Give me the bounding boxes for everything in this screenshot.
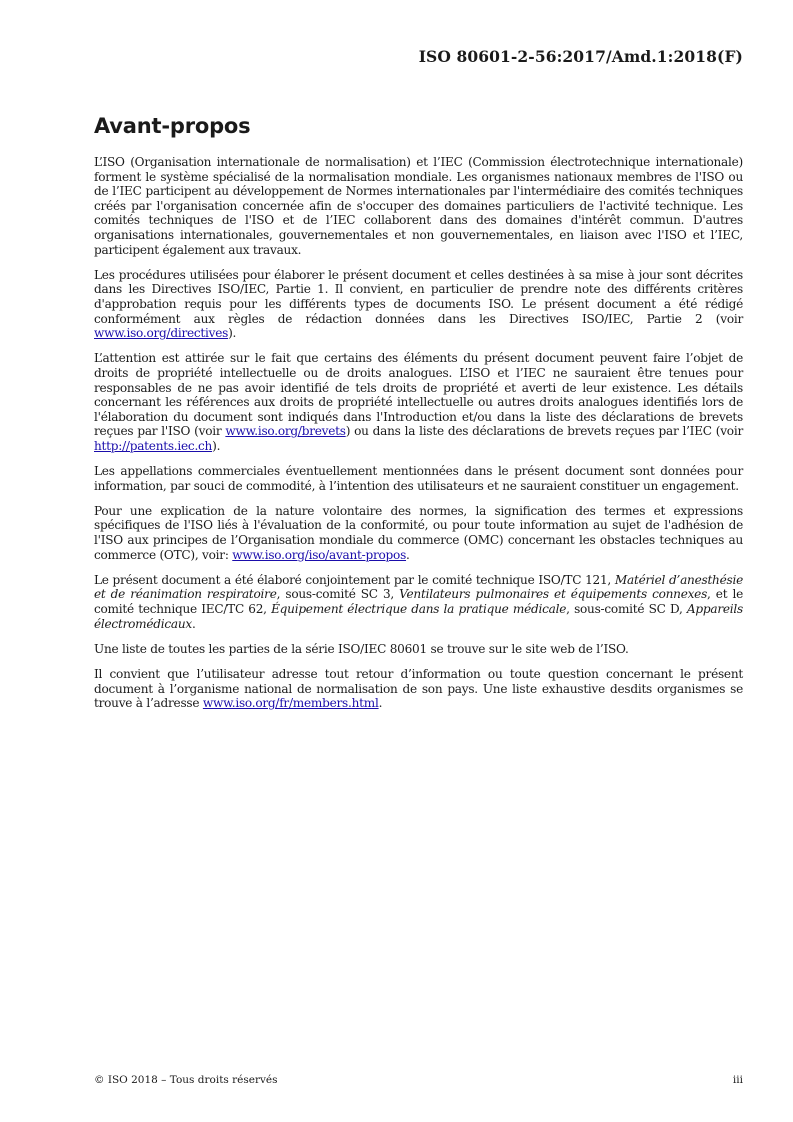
iso-patents-link[interactable]: www.iso.org/brevets (225, 424, 346, 439)
directives-link[interactable]: www.iso.org/directives (94, 326, 229, 341)
committee-name: Équipement électrique dans la pratique médicale (271, 602, 567, 616)
foreword-link[interactable]: www.iso.org/iso/avant-propos (232, 547, 407, 562)
subcommittee-name: Appareils électromédicaux (94, 602, 743, 631)
paragraph-text: Les procédures utilisées pour élaborer le présent document et celles destinées à sa mise à jour sont décrites dans les Directives ISO/IEC, Partie 1. Il convient, en particulier de prendre note des différents critères d'approbation requis pour les différents types de documents ISO. Le présent document a été rédigé conformément aux règles de rédaction données dans les Directives ISO/IEC, Partie 2 (voir (94, 267, 743, 326)
page-title: Avant-propos (94, 114, 251, 138)
committee-name: Matériel d’anesthésie et de réanimation respiratoire (94, 572, 743, 602)
paragraph-text: , sous-comité SC D, (566, 602, 687, 616)
paragraph-text: , et le comité technique IEC/TC 62, (94, 587, 743, 616)
subcommittee-name: Ventilateurs pulmonaires et équipements connexes (399, 587, 708, 602)
members-link[interactable]: www.iso.org/fr/members.html (202, 696, 379, 711)
paragraph-text: . (191, 616, 196, 631)
page-number: iii (732, 1074, 743, 1086)
paragraph-procedures (94, 268, 743, 341)
paragraph-trade-names: Les appellations commerciales éventuellement mentionnées dans le présent document sont données pour information, par souci de commodité, à l’intention des utilisateurs et ne sauraient constituer un engagement. (94, 464, 743, 493)
paragraph-voluntary-nature (94, 504, 743, 562)
paragraph-text: Le présent document a été élaboré conjointement par le comité technique ISO/TC 121, (94, 572, 615, 587)
paragraph-text: . (378, 696, 383, 711)
paragraph-feedback (94, 667, 743, 711)
iec-patents-link[interactable]: http://patents.iec.ch (94, 438, 213, 453)
paragraph-text: Pour une explication de la nature volontaire des normes, la signification des termes et expressions spécifiques de l'ISO liés à l'évaluation de la conformité, ou pour toute information au sujet de l'adhésion de l'ISO aux principes de l’Organisation mondiale du commerce (OMC) concernant les obstacles techniques au commerce (OTC), voir: (94, 503, 743, 562)
paragraph-patents (94, 351, 743, 453)
footer-copyright: © ISO 2018 – Tous droits réservés (94, 1074, 278, 1086)
paragraph-text: , sous-comité SC 3, (276, 587, 400, 602)
paragraph-committees (94, 573, 743, 631)
paragraph-series-list: Une liste de toutes les parties de la série ISO/IEC 80601 se trouve sur le site web de l’ISO. (94, 641, 629, 656)
paragraph-iso-iec-intro: L’ISO (Organisation internationale de normalisation) et l’IEC (Commission électrotechnique internationale) forment le système spécialisé de la normalisation mondiale. Les organismes nationaux membres de l'ISO ou de l’IEC participent au développement de Normes internationales par l'intermédiaire des comités techniques créés par l'organisation concernée afin de s'occuper des domaines particuliers de l'activité technique. Les comités techniques de l'ISO et de l’IEC collaborent dans des domaines d'intérêt commun. D'autres organisations internationales, gouvernementales et non gouvernementales, en liaison avec l'ISO et l’IEC, participent également aux travaux. (94, 155, 743, 257)
paragraph-text: ). (212, 438, 221, 453)
paragraph-text: ). (228, 326, 237, 341)
paragraph-text: L’attention est attirée sur le fait que certains des éléments du présent document peuvent faire l’objet de droits de propriété intellectuelle ou de droits analogues. L’ISO et l’IEC ne sauraient être tenues pour responsables de ne pas avoir identifié de tels droits de propriété et averti de leur existence. Les détails concernant les références aux droits de propriété intellectuelle ou autres droits analogues identifiés lors de l'élaboration du document sont indiqués dans l'Introduction et/ou dans la liste des déclarations de brevets reçues par l'ISO (voir (94, 351, 743, 439)
paragraph-text: . (406, 547, 410, 562)
document-body (94, 155, 743, 721)
document-identifier: ISO 80601-2-56:2017/Amd.1:2018(F) (418, 47, 743, 66)
paragraph-text: ) ou dans la liste des déclarations de brevets reçues par l’IEC (voir (345, 424, 743, 439)
paragraph-text: Il convient que l’utilisateur adresse tout retour d’information ou toute question concernant le présent document à l’organisme national de normalisation de son pays. Une liste exhaustive desdits organismes se trouve à l’adresse (94, 666, 743, 711)
